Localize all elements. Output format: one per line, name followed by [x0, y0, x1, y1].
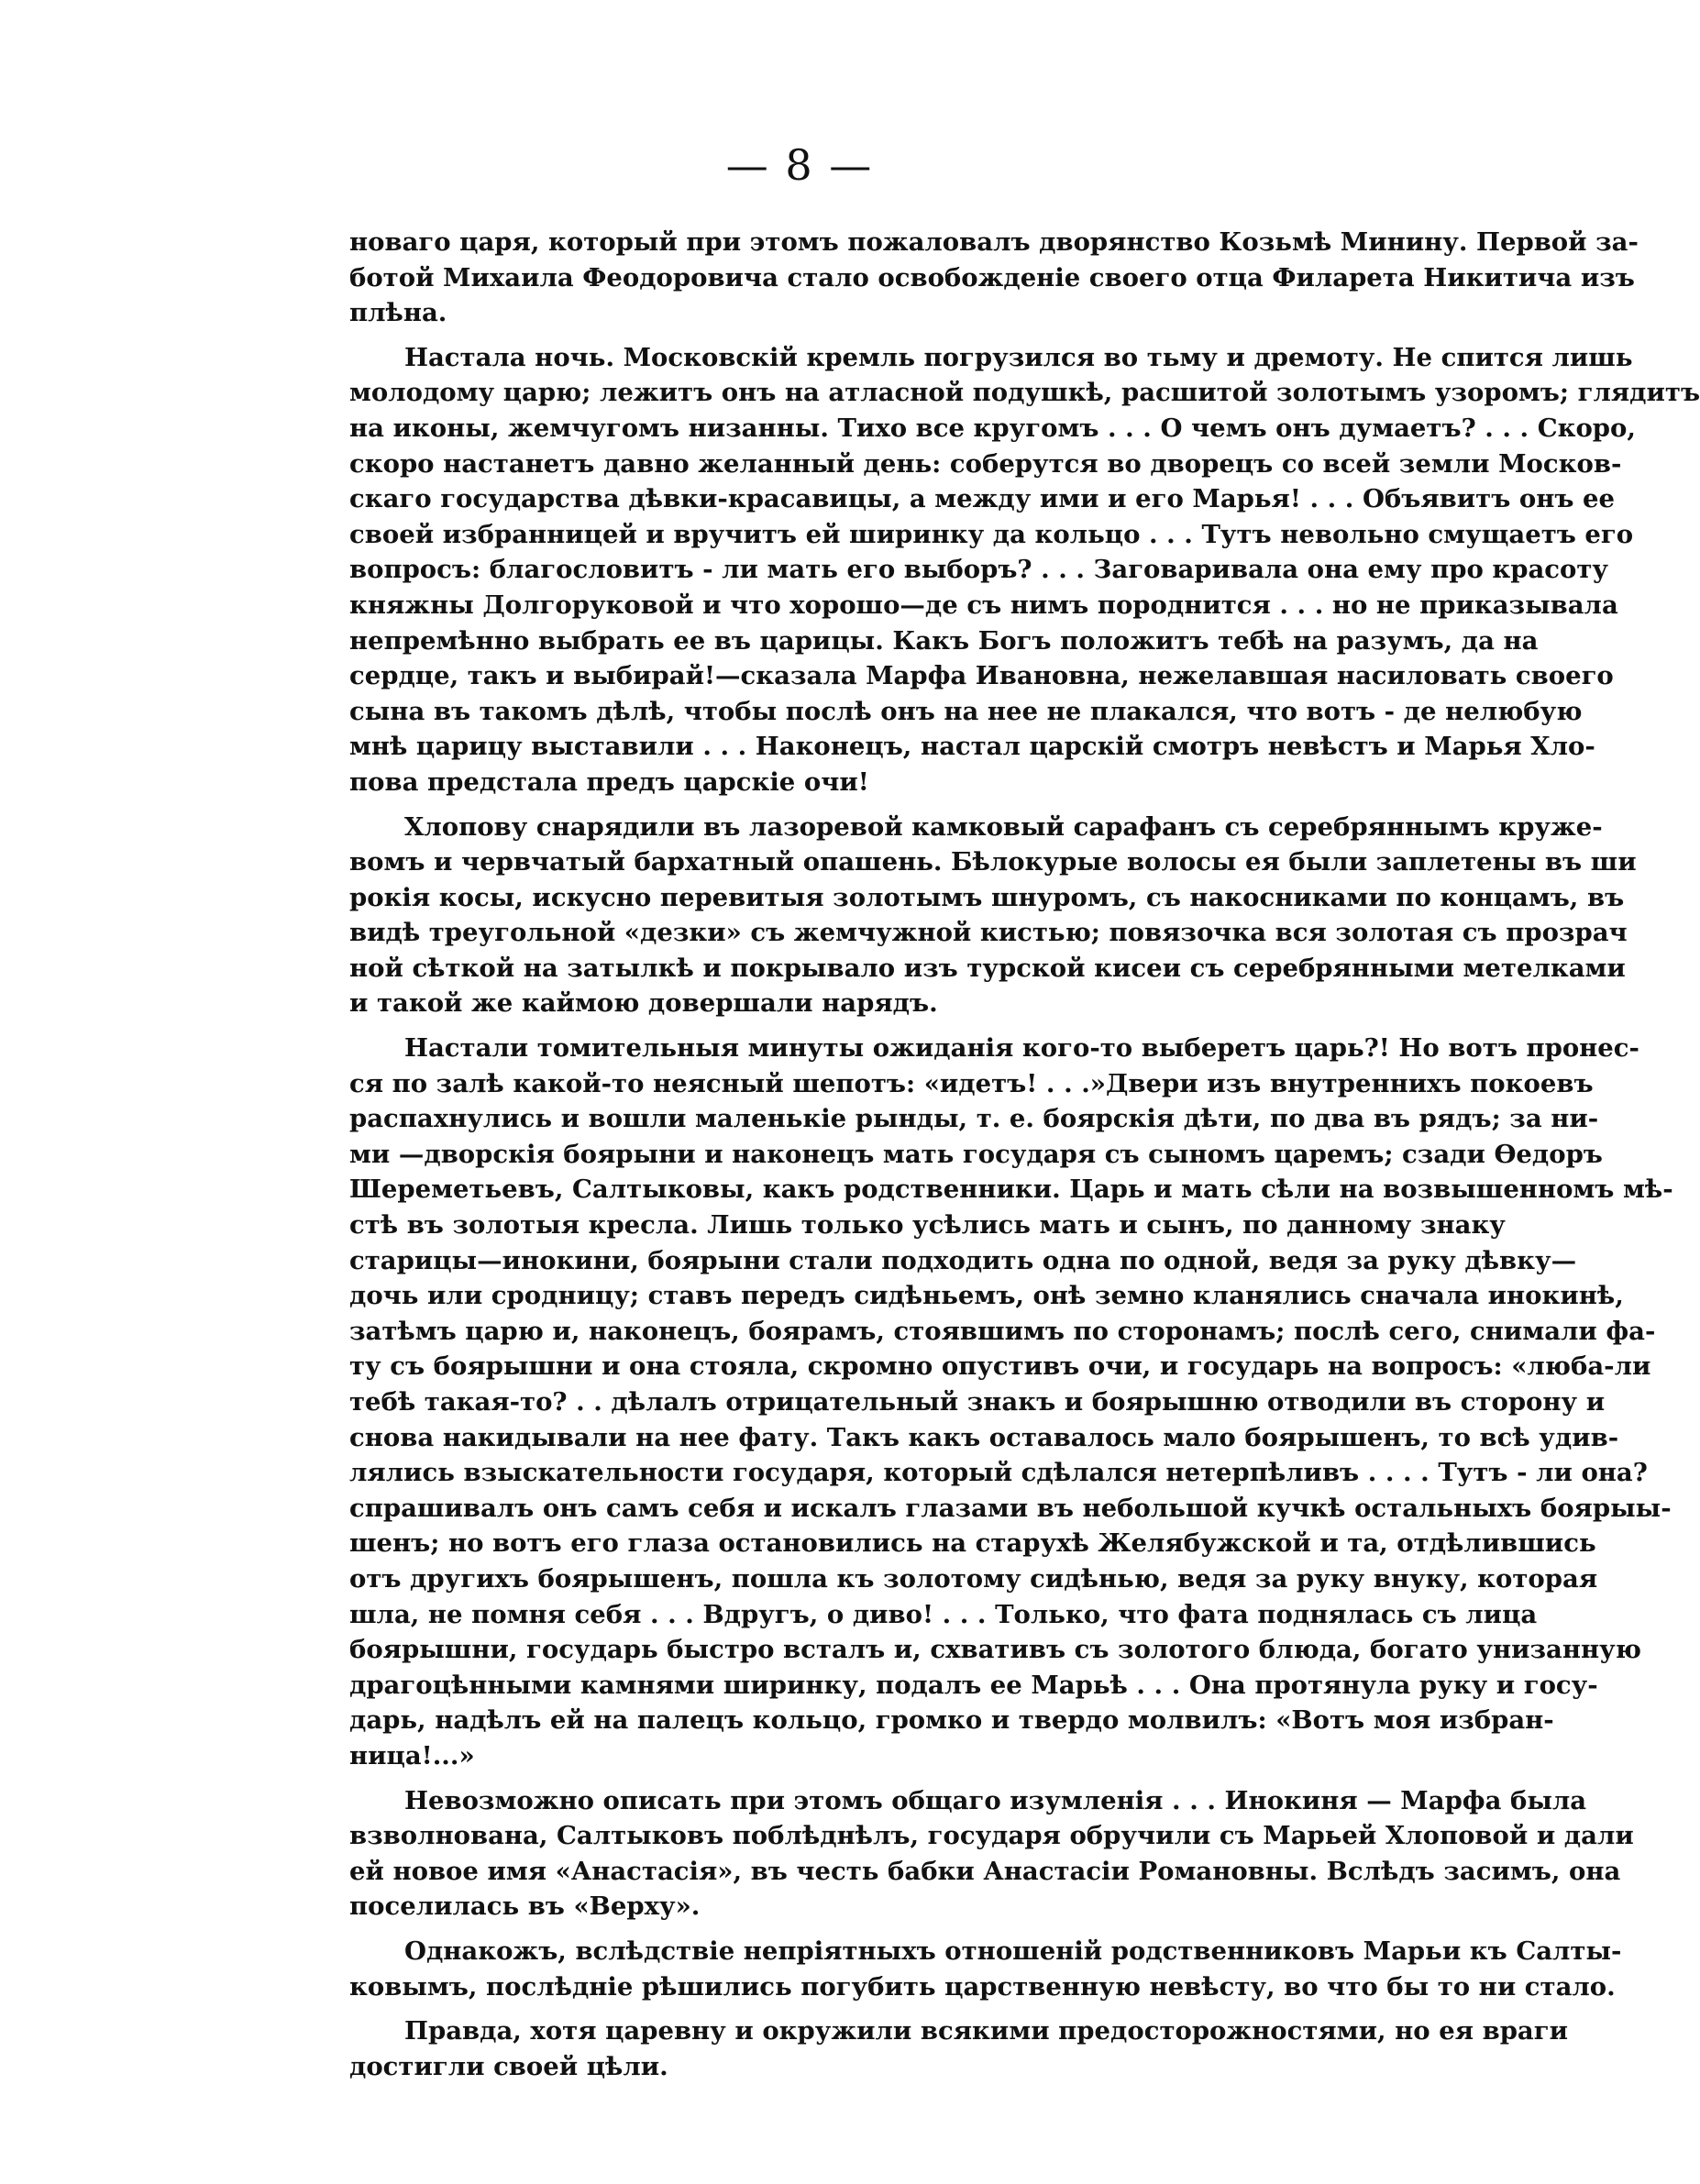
body-text: [349, 225, 1700, 2084]
text-line: Настали томительныя минуты ожиданія кого-то выберетъ царь?! Но вотъ пронес-: [404, 1033, 1639, 1064]
page-number: — 8 —: [725, 140, 874, 190]
text-line: пова предстала предъ царскіе очи!: [349, 767, 869, 797]
paragraph-gap: [349, 800, 1340, 810]
text-line: распахнулись и вошли маленькіе рынды, т. е. боярскія дѣти, по два въ рядъ; за ни-: [349, 1104, 1599, 1134]
text-line: стѣ въ золотыя кресла. Лишь только усѣлись мать и сынъ, по данному знаку: [349, 1210, 1506, 1241]
paragraph-gap: [349, 1925, 1340, 1934]
text-line: отъ другихъ боярышенъ, пошла къ золотому сидѣнью, ведя за руку внуку, которая: [349, 1563, 1598, 1594]
text-line: затѣмъ царю и, наконецъ, боярамъ, стоявшимъ по сторонамъ; послѣ сего, снимали фа-: [349, 1316, 1656, 1346]
text-line: Настала ночь. Московскій кремль погрузился во тьму и дремоту. Не спится лишь: [404, 342, 1633, 372]
paragraph-gap: [349, 2004, 1340, 2013]
text-line: драгоцѣнными камнями ширинку, подалъ ее Марьѣ . . . Она протянула руку и госу-: [349, 1670, 1598, 1700]
text-line: своей избранницей и вручитъ ей ширинку да кольцо . . . Тутъ невольно смущаетъ его: [349, 519, 1634, 549]
text-line: лялись взыскательности государя, который сдѣлался нетерпѣливъ . . . . Тутъ - ли она?: [349, 1458, 1648, 1488]
text-line: скоро настанетъ давно желанный день: соберутся во дворецъ со всей земли Москов-: [349, 448, 1622, 479]
text-line: ботой Михаила Феодоровича стало освобожденіе своего отца Филарета Никитича изъ: [349, 262, 1635, 292]
text-line: княжны Долгоруковой и что хорошо—де съ нимъ породнится . . . но не приказывала: [349, 590, 1618, 620]
text-line: новаго царя, который при этомъ пожаловалъ дворянство Козьмѣ Минину. Первой за-: [349, 227, 1639, 257]
text-line: Однакожъ, вслѣдствіе непріятныхъ отношеній родственниковъ Марьи къ Салты-: [404, 1936, 1622, 1966]
text-line: Невозможно описать при этомъ общаго изумленія . . . Инокиня — Марфа была: [404, 1785, 1587, 1815]
text-line: тебѣ такая-то? . . дѣлалъ отрицательный знакъ и боярышню отводили въ сторону и: [349, 1387, 1606, 1417]
text-line: молодому царю; лежитъ онъ на атласной подушкѣ, расшитой золотымъ узоромъ; глядитъ: [349, 378, 1700, 408]
text-line: на иконы, жемчугомъ низанны. Тихо все кругомъ . . . О чемъ онъ думаетъ? . . . Скоро,: [349, 413, 1636, 443]
text-line: Шереметьевъ, Салтыковы, какъ родственники. Царь и мать сѣли на возвышенномъ мѣ-: [349, 1175, 1673, 1205]
text-line: Хлопову снарядили въ лазоревой камковый сарафанъ съ серебряннымъ круже-: [404, 811, 1603, 842]
text-line: ной сѣткой на затылкѣ и покрывало изъ турской кисеи съ серебрянными метелками: [349, 953, 1626, 983]
text-line: непремѣнно выбрать ее въ царицы. Какъ Богъ положитъ тебѣ на разумъ, да на: [349, 625, 1539, 656]
text-line: дарь, надѣлъ ей на палецъ кольцо, громко и твердо молвилъ: «Вотъ моя избран-: [349, 1705, 1554, 1736]
text-line: мнѣ царицу выставили . . . Наконецъ, настал царскій смотръ невѣстъ и Марья Хло-: [349, 732, 1595, 762]
text-line: плѣна.: [349, 298, 447, 328]
text-line: снова накидывали на нее фату. Такъ какъ оставалось мало боярышенъ, то всѣ удив-: [349, 1422, 1619, 1452]
text-line: взволнована, Салтыковъ поблѣднѣлъ, государя обручили съ Марьей Хлоповой и дали: [349, 1821, 1634, 1851]
text-line: боярышни, государь быстро всталъ и, схвативъ съ золотого блюда, богато унизанную: [349, 1635, 1641, 1665]
text-line: Правда, хотя царевну и окружили всякими предосторожностями, но ея враги: [404, 2016, 1569, 2046]
text-line: старицы—инокини, боярыни стали подходить одна по одной, ведя за руку дѣвку—: [349, 1245, 1577, 1275]
text-line: рокія косы, искусно перевитыя золотымъ шнуромъ, съ накосниками по концамъ, въ: [349, 882, 1625, 912]
text-line: дочь или сродницу; ставъ передъ сидѣньемъ, онѣ земно кланялись сначала инокинѣ,: [349, 1281, 1624, 1311]
text-line: шла, не помня себя . . . Вдругъ, о диво! . . . Только, что фата поднялась съ лица: [349, 1599, 1538, 1629]
text-line: достигли своей цѣли.: [349, 2051, 668, 2081]
text-line: сердце, такъ и выбирай!—сказала Марфа Ивановна, нежелавшая насиловать своего: [349, 661, 1614, 691]
text-line: спрашивалъ онъ самъ себя и искалъ глазами въ небольшой кучкѣ остальныхъ боярыы-: [349, 1493, 1672, 1523]
text-line: видѣ треугольной «дезки» съ жемчужной кистью; повязочка вся золотая съ прозрач: [349, 918, 1628, 948]
paragraph-gap: [349, 1021, 1340, 1031]
text-line: ница!...»: [349, 1740, 475, 1770]
text-line: и такой же каймою довершали нарядъ.: [349, 988, 938, 1019]
paragraph-gap: [349, 1774, 1340, 1783]
text-line: ми —дворскія боярыни и наконецъ мать государя съ сыномъ царемъ; сзади Ѳедоръ: [349, 1139, 1603, 1169]
paragraph-gap: [349, 331, 1340, 340]
text-line: шенъ; но вотъ его глаза остановились на старухѣ Желябужской и та, отдѣлившись: [349, 1528, 1596, 1559]
text-line: скаго государства дѣвки-красавицы, а между ими и его Марья! . . . Объявитъ онъ ее: [349, 484, 1615, 514]
text-line: ся по залѣ какой-то неясный шепотъ: «идетъ! . . .»Двери изъ внутреннихъ покоевъ: [349, 1068, 1594, 1098]
text-line: ковымъ, послѣдніе рѣшились погубить царственную невѣсту, во что бы то ни стало.: [349, 1971, 1616, 2002]
text-line: поселилась въ «Верху».: [349, 1892, 701, 1922]
text-line: ей новое имя «Анастасія», въ честь бабки Анастасіи Романовны. Вслѣдъ засимъ, она: [349, 1856, 1621, 1886]
text-line: вопросъ: благословитъ - ли мать его выборъ? . . . Заговаривала она ему про красоту: [349, 555, 1608, 585]
text-line: вомъ и червчатый бархатный опашень. Бѣлокурые волосы ея были заплетены въ ши: [349, 847, 1637, 877]
text-line: ту съ боярышни и она стояла, скромно опустивъ очи, и государь на вопросъ: «люба-ли: [349, 1351, 1651, 1382]
text-line: сына въ такомъ дѣлѣ, чтобы послѣ онъ на нее не плакался, что вотъ - де нелюбую: [349, 696, 1583, 726]
